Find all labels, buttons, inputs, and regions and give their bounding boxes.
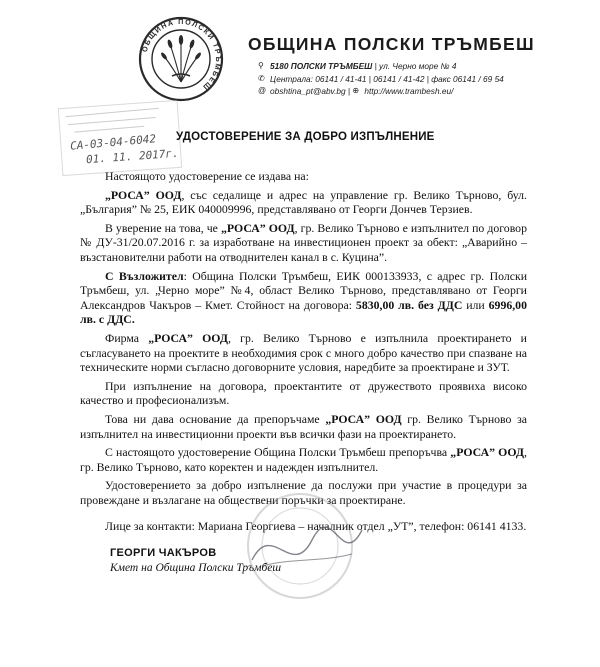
company-name: „РОСА” ООД xyxy=(450,445,525,460)
municipality-seal-logo xyxy=(138,16,224,102)
paragraph-quality: При изпълнение на договора, проектантите от дружеството проявиха високо качество и професионализъм. xyxy=(80,378,527,408)
registration-number: СА-03-04-6042 xyxy=(69,132,157,153)
registration-date: 01. 11. 2017г. xyxy=(85,146,180,167)
address-city: 5180 ПОЛСКИ ТРЪМБЕШ xyxy=(270,61,373,71)
paragraph-intro: Настоящото удостоверение се издава на: xyxy=(105,169,309,183)
address-row: ⚲ 5180 ПОЛСКИ ТРЪМБЕШ | ул. Черно море № 4 xyxy=(258,61,457,71)
signature-block xyxy=(110,546,281,576)
paragraph-company: „РОСА” ООД, със седалище и адрес на управление гр. Велико Търново, бул. „България” № 25, ЕИК 040009996, представлявано от Георги Дончев Терзиев. xyxy=(80,187,527,217)
document-title: УДОСТОВЕРЕНИЕ ЗА ДОБРО ИЗПЪЛНЕНИЕ xyxy=(176,131,435,143)
company-name: „РОСА” ООД xyxy=(220,220,295,235)
contact-person: Лице за контакти: Мариана Георгиева – началник отдел „УТ”, телефон: 06141 4133. xyxy=(105,519,527,534)
paragraph-performance: Фирма „РОСА” ООД, гр. Велико Търново е изпълнила проектирането и съгласуването на проектите в необходимия срок с много добро качество при спазване на техническите норми съгласно договорните условия, наредбите за проектиране и ЗУТ. xyxy=(80,330,527,375)
company-name: „РОСА” ООД xyxy=(325,411,402,426)
org-name-heading: ОБЩИНА ПОЛСКИ ТРЪМБЕШ xyxy=(248,34,535,54)
address-street: ул. Черно море № 4 xyxy=(379,61,457,71)
globe-icon: ⊕ xyxy=(352,86,360,96)
contract-value: 5830,00 лв. без ДДС xyxy=(355,297,463,312)
fax-number: факс 06141 / 69 54 xyxy=(431,73,504,84)
location-pin-icon: ⚲ xyxy=(258,61,264,70)
email-icon: @ xyxy=(258,86,267,96)
signatory-role: Кмет на Община Полски Тръмбеш xyxy=(110,562,282,574)
company-name: „РОСА” ООД xyxy=(148,330,229,345)
contract-value-vat: 6996,00 лв. с ДДС. xyxy=(80,297,527,327)
svg-text:ОБЩИНА ПОЛСКИ ТРЪМБЕШ: ОБЩИНА ПОЛСКИ ТРЪМБЕШ xyxy=(139,16,224,93)
contracting-authority-label: С Възложител xyxy=(105,268,184,283)
contact-block xyxy=(258,60,504,98)
paragraph-purpose: Удостоверението за добро изпълнение да послужи при участие в процедури за провеждане и възлагане на обществени поръчки за проектиране. xyxy=(80,478,527,507)
document-body xyxy=(80,169,527,538)
paragraph-contract: В уверение на това, че „РОСА” ООД, гр. Велико Търново е изпълнител по договор № ДУ-31/20.07.2016 г. за изработване на инвестиционен проект за обект: „Аварийно – възстановителни работи на отводнителен канал в с. Куцина”. xyxy=(80,220,527,264)
phone-icon: ✆ xyxy=(258,73,265,83)
phone-secondary: 06141 / 41-42 xyxy=(373,73,425,84)
phone-row: ✆ Централа: 06141 / 41-41 | 06141 / 41-42 | факс 06141 / 69 54 xyxy=(258,73,504,84)
paragraph-recommendation: Това ни дава основание да препоръчаме „РОСА” ООД гр. Велико Търново за изпълнител на инвестиционни проекти във всички фази на проектирането. xyxy=(80,411,527,441)
signatory-name: ГЕОРГИ ЧАКЪРОВ xyxy=(110,547,217,559)
email-address[interactable]: obshtina_pt@abv.bg xyxy=(270,86,346,97)
website-link[interactable]: http://www.trambesh.eu/ xyxy=(364,86,454,97)
company-name: „РОСА” ООД xyxy=(105,187,182,202)
paragraph-endorsement: С настоящото удостоверение Община Полски Тръмбеш препоръчва „РОСА” ООД, гр. Велико Търново, като коректен и надежден изпълнител. xyxy=(80,445,527,474)
phone-central: Централа: 06141 / 41-41 xyxy=(270,73,367,84)
online-row: @ obshtina_pt@abv.bg | ⊕ http://www.trambesh.eu/ xyxy=(258,86,454,97)
paragraph-contracting-authority: С Възложител: Община Полски Тръмбеш, ЕИК 000133933, с адрес гр. Полски Тръмбеш, ул. „Черно море” №4, област Велико Търново, представлявано от Георги Александров Чакъров – Кмет. Стойност на договора: 5830,00 лв. без ДДС или 6996,00 лв. с ДДС. xyxy=(80,268,528,327)
